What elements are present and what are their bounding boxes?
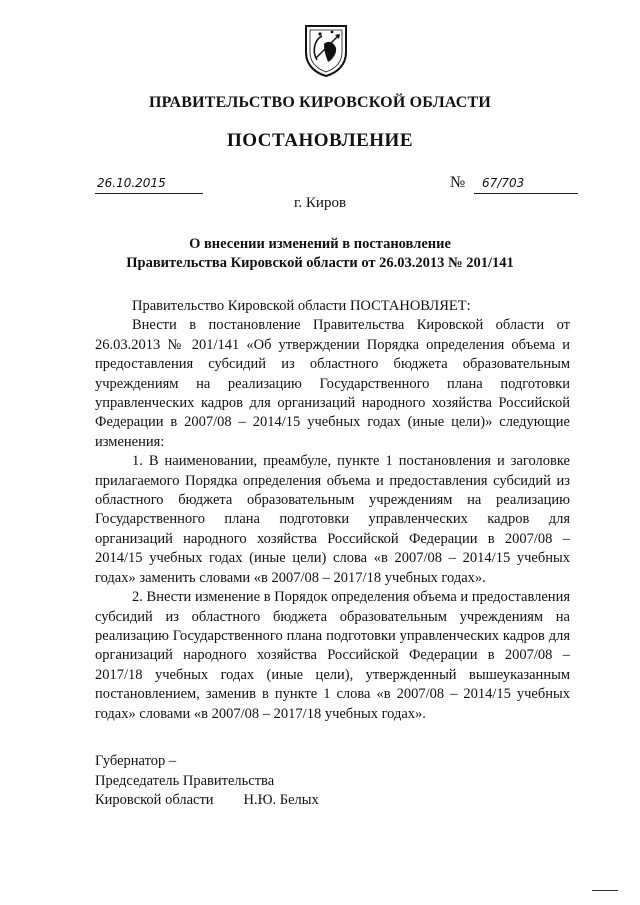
body-paragraph: Внести в постановление Правительства Кировской области от 26.03.2013 № 201/141 «Об утверждении Порядка определения объема и предоставления субсидий из областного бюджета образовательным учреждениям на реализацию Государственного плана подготовки управленческих кадров для организаций народного хозяйства Российской Федерации в 2007/08 – 2014/15 учебных годах (иные цели)» следующие изменения: [95,317,570,450]
coat-of-arms-icon [302,22,350,78]
document-number: 67/703 [474,176,578,194]
city: г. Киров [293,195,347,211]
signature-position: Губернатор – [95,753,177,769]
government-title: ПРАВИТЕЛЬСТВО КИРОВСКОЙ ОБЛАСТИ [148,94,492,111]
signature-position: Председатель Правительства [95,772,275,789]
subject-line: О внесении изменений в постановление [189,236,451,252]
document-type: ПОСТАНОВЛЕНИЕ [226,130,414,151]
footer-mark [592,890,618,891]
signature-region-line [95,791,319,811]
document-date: 26.10.2015 [95,176,203,194]
document-body [95,297,570,724]
document-subject [0,235,640,273]
subject-line: Правительства Кировской области от 26.03.2013 № 201/141 [126,255,514,271]
body-paragraph: 1. В наименовании, преамбуле, пункте 1 постановления и заголовке прилагаемого Порядка определения объема и предоставления субсидий из областного бюджета образовательным учреждениям на реализацию Государственного плана подготовки управленческих кадров для организаций народного хозяйства Российской Федерации в 2007/08 – 2014/15 учебных годах (иные цели) слова «в 2007/08 – 2014/15 учебных годах» заменить словами «в 2007/08 – 2017/18 учебных годах». [95,453,570,586]
signature-block [95,752,319,811]
body-paragraph: 2. Внести изменение в Порядок определения объема и предоставления субсидий из областного бюджета образовательным учреждениям на реализацию Государственного плана подготовки управленческих кадров для организаций народного хозяйства Российской Федерации в 2007/08 – 2017/18 учебных годах (иные цели), утвержденный вышеуказанным постановлением, заменив в пункте 1 слова «в 2007/08 – 2014/15 учебных годах» словами «в 2007/08 – 2017/18 учебных годах». [95,589,570,722]
number-label: № [450,174,466,191]
body-paragraph: Правительство Кировской области ПОСТАНОВЛЯЕТ: [132,298,471,314]
signature-region: Кировской области [95,792,214,808]
signatory-name: Н.Ю. Белых [243,792,319,808]
